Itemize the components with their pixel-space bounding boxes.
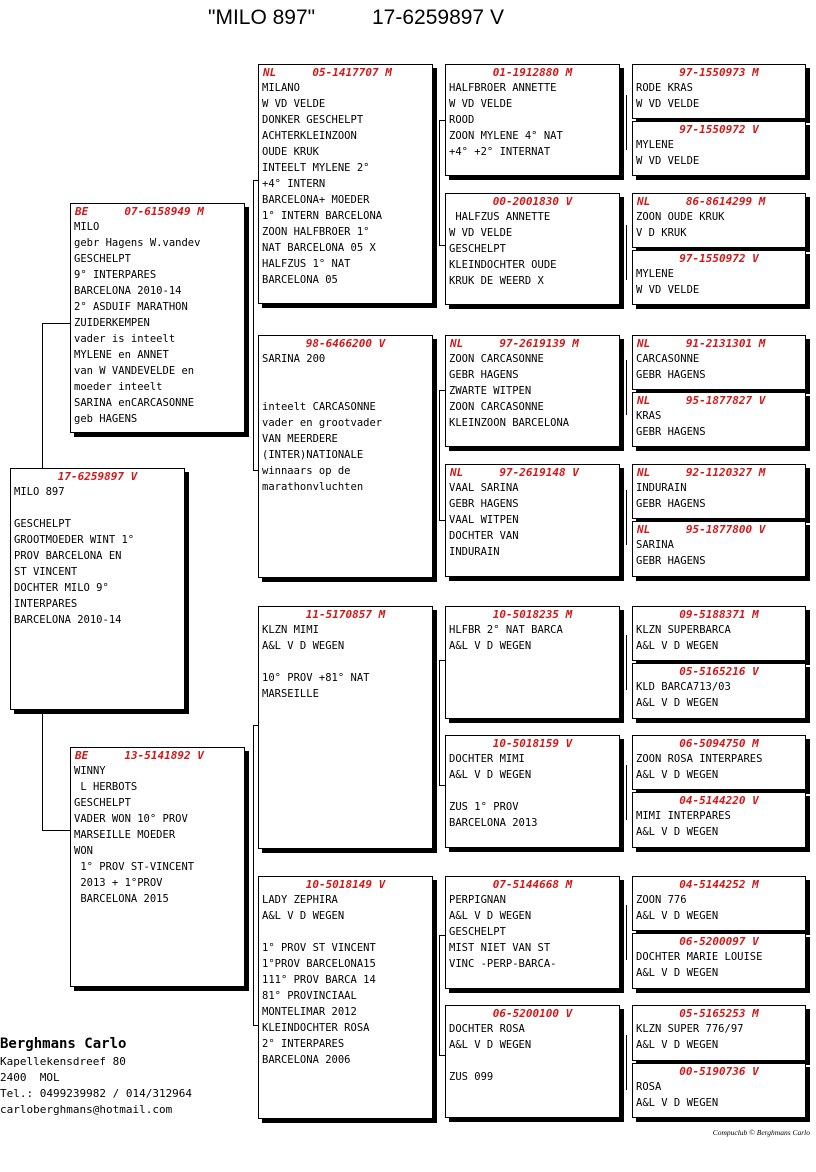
country-code: BE <box>75 749 89 762</box>
connector-line <box>42 830 70 831</box>
card-text: SARINA GEBR HAGENS <box>636 539 706 567</box>
connector-line <box>253 725 254 1025</box>
card-text: MYLENE W VD VELDE <box>636 139 700 167</box>
ring-number: 06-5200100 V <box>492 1007 573 1020</box>
pedigree-card-sdd <box>445 464 620 577</box>
card-text: MIMI INTERPARES A&L V D WEGEN <box>636 810 731 838</box>
owner-email: carloberghmans@hotmail.com <box>0 1103 173 1116</box>
card-text: HLFBR 2° NAT BARCA A&L V D WEGEN <box>449 624 563 652</box>
pedigree-card-ds <box>258 606 433 849</box>
card-text: LADY ZEPHIRA A&L V D WEGEN 1° PROV ST VINCENT 1°PROV BARCELONA15 111° PROV BARCA 14 81° PROVINCIAAL MONTELIMAR 2012 KLEINDOCHTER ROSA 2° INTERPARES BARCELONA 2006 <box>262 894 376 1066</box>
card-text: RODE KRAS W VD VELDE <box>636 82 700 110</box>
card-text: MILO 897 GESCHELPT GROOTMOEDER WINT 1° PROV BARCELONA EN ST VINCENT DOCHTER MILO 9° INTERPARES BARCELONA 2010-14 <box>14 486 135 626</box>
pedigree-card-sss <box>445 64 620 176</box>
ring-number: 06-5094750 M <box>679 737 759 750</box>
card-text: DOCHTER ROSA A&L V D WEGEN ZUS 099 <box>449 1023 532 1083</box>
pedigree-card-g6 <box>632 392 806 447</box>
ring-number: 00-2001830 V <box>492 195 573 208</box>
pedigree-card-g9 <box>632 606 806 661</box>
pedigree-card-g4 <box>632 250 806 305</box>
pedigree-card-g11 <box>632 735 806 790</box>
card-text: KLZN MIMI A&L V D WEGEN 10° PROV +81° NAT MARSEILLE <box>262 624 370 700</box>
card-text: INDURAIN GEBR HAGENS <box>636 482 706 510</box>
ring-number: 95-1877827 V <box>685 394 766 407</box>
connector-line <box>626 765 627 820</box>
ring-number: 17-6259897 V <box>57 470 138 483</box>
ring-number: 05-5165216 V <box>679 665 759 678</box>
pedigree-card-dds <box>445 876 620 989</box>
connector-line <box>439 935 440 1055</box>
ring-number: 91-2131301 M <box>685 337 766 350</box>
owner-info <box>0 1034 192 1118</box>
pedigree-card-sire <box>70 203 245 433</box>
card-text: DOCHTER MARIE LOUISE A&L V D WEGEN <box>636 951 763 979</box>
card-text: VAAL SARINA GEBR HAGENS VAAL WITPEN DOCHTER VAN INDURAIN <box>449 482 519 558</box>
pedigree-card-g7 <box>632 464 806 519</box>
country-code: NL <box>450 466 464 479</box>
pedigree-card-g5 <box>632 335 806 390</box>
ring-number: 86-8614299 M <box>685 195 766 208</box>
ring-number: 97-1550972 V <box>679 123 759 136</box>
pedigree-bird-name: "MILO 897" <box>208 6 316 29</box>
pedigree-card-g3 <box>632 193 806 248</box>
pedigree-card-sds <box>445 335 620 447</box>
pedigree-ring-number: 17-6259897 V <box>372 6 504 29</box>
card-text: HALFBROER ANNETTE W VD VELDE ROOD ZOON MYLENE 4° NAT +4° +2° INTERNAT <box>449 82 563 158</box>
pedigree-card-g13 <box>632 876 806 931</box>
pedigree-card-ssd <box>445 193 620 305</box>
country-code: NL <box>450 337 464 350</box>
pedigree-card-dd <box>258 876 433 1119</box>
connector-line <box>439 120 440 245</box>
card-text: KLZN SUPER 776/97 A&L V D WEGEN <box>636 1023 744 1051</box>
pedigree-card-ddd <box>445 1005 620 1118</box>
owner-phone: Tel.: 0499239982 / 014/312964 <box>0 1087 193 1100</box>
card-text: KLD BARCA713/03 A&L V D WEGEN <box>636 681 731 709</box>
ring-number: 10-5018149 V <box>305 878 386 891</box>
card-text: ZOON 776 A&L V D WEGEN <box>636 894 719 922</box>
card-text: CARCASONNE GEBR HAGENS <box>636 353 706 381</box>
pedigree-card-dss <box>445 606 620 719</box>
ring-number: 05-1417707 M <box>312 66 392 79</box>
pedigree-card-g12 <box>632 792 806 848</box>
card-text: DOCHTER MIMI A&L V D WEGEN ZUS 1° PROV BARCELONA 2013 <box>449 753 538 829</box>
connector-line <box>42 323 70 324</box>
country-code: NL <box>637 195 651 208</box>
ring-number: 97-2619148 V <box>499 466 579 479</box>
card-text: ZOON ROSA INTERPARES A&L V D WEGEN <box>636 753 763 781</box>
ring-number: 09-5188371 M <box>679 608 759 621</box>
card-text: KRAS GEBR HAGENS <box>636 410 706 438</box>
pedigree-card-g15 <box>632 1005 806 1061</box>
ring-number: 05-5165253 M <box>679 1007 759 1020</box>
ring-number: 11-5170857 M <box>305 608 386 621</box>
ring-number: 01-1912880 M <box>492 66 573 79</box>
ring-number: 07-5144668 M <box>492 878 573 891</box>
ring-number: 07-6158949 M <box>124 205 204 218</box>
connector-line <box>42 323 43 468</box>
pedigree-card-dam <box>70 747 245 987</box>
connector-line <box>439 660 440 785</box>
pedigree-card-g14 <box>632 933 806 989</box>
ring-number: 92-1120327 M <box>685 466 766 479</box>
ring-number: 10-5018235 M <box>492 608 573 621</box>
ring-number: 00-5190736 V <box>679 1065 759 1078</box>
pedigree-card-dsd <box>445 735 620 848</box>
card-text: WINNY L HERBOTS GESCHELPT VADER WON 10° PROV MARSEILLE MOEDER WON 1° PROV ST-VINCENT 2013 + 1°PROV BARCELONA 2015 <box>74 765 195 905</box>
card-text: SARINA 200 inteelt CARCASONNE vader en grootvader VAN MEERDERE (INTER)NATIONALE winnaars op de marathonvluchten <box>262 353 383 493</box>
card-text: HALFZUS ANNETTE W VD VELDE GESCHELPT KLEINDOCHTER OUDE KRUK DE WEERD X <box>449 211 557 287</box>
pedigree-card-g2 <box>632 121 806 176</box>
ring-number: 97-1550973 M <box>679 66 759 79</box>
connector-line <box>626 490 627 545</box>
pedigree-card-sd <box>258 335 433 578</box>
country-code: NL <box>263 66 277 79</box>
connector-line <box>439 390 440 520</box>
connector-line <box>626 95 627 150</box>
connector-line <box>626 1035 627 1090</box>
owner-street: Kapellekensdreef 80 <box>0 1055 126 1068</box>
ring-number: 10-5018159 V <box>492 737 573 750</box>
connector-line <box>626 360 627 415</box>
connector-line <box>626 635 627 690</box>
country-code: NL <box>637 523 651 536</box>
ring-number: 97-2619139 M <box>499 337 579 350</box>
card-text: MILANO W VD VELDE DONKER GESCHELPT ACHTERKLEINZOON OUDE KRUK INTEELT MYLENE 2° +4° INTERN BARCELONA+ MOEDER 1° INTERN BARCELONA ZOON HALFBROER 1° NAT BARCELONA 05 X HALFZUS 1° NAT BARCELONA 05 <box>262 82 383 286</box>
pedigree-card-ss <box>258 64 433 304</box>
ring-number: 13-5141892 V <box>124 749 204 762</box>
ring-number: 04-5144220 V <box>679 794 759 807</box>
ring-number: 97-1550972 V <box>679 252 759 265</box>
owner-name: Berghmans Carlo <box>0 1036 127 1052</box>
country-code: NL <box>637 337 651 350</box>
pedigree-card-g10 <box>632 663 806 719</box>
ring-number: 06-5200097 V <box>679 935 759 948</box>
pedigree-card-subject <box>10 468 185 710</box>
card-text: ZOON CARCASONNE GEBR HAGENS ZWARTE WITPEN ZOON CARCASONNE KLEINZOON BARCELONA <box>449 353 570 429</box>
card-text: KLZN SUPERBARCA A&L V D WEGEN <box>636 624 731 652</box>
pedigree-card-g8 <box>632 521 806 577</box>
country-code: NL <box>637 394 651 407</box>
ring-number: 04-5144252 M <box>679 878 759 891</box>
card-text: ZOON OUDE KRUK V D KRUK <box>636 211 725 239</box>
country-code: NL <box>637 466 651 479</box>
card-text: PERPIGNAN A&L V D WEGEN GESCHELPT MIST NIET VAN ST VINC -PERP-BARCA- <box>449 894 557 970</box>
connector-line <box>626 225 627 280</box>
owner-city: 2400 MOL <box>0 1071 60 1084</box>
card-text: MYLENE W VD VELDE <box>636 268 700 296</box>
software-credit: Compuclub © Berghmans Carlo <box>712 1128 810 1137</box>
card-text: MILO gebr Hagens W.vandev GESCHELPT 9° INTERPARES BARCELONA 2010-14 2° ASDUIF MARATHON ZUIDERKEMPEN vader is inteelt MYLENE en ANNET van W VANDEVELDE en moeder inteelt SARINA enCARCASONNE geb HAGENS <box>74 221 201 425</box>
card-text: ROSA A&L V D WEGEN <box>636 1081 719 1109</box>
pedigree-card-g1 <box>632 64 806 119</box>
pedigree-card-g16 <box>632 1063 806 1118</box>
country-code: BE <box>75 205 89 218</box>
ring-number: 95-1877800 V <box>685 523 766 536</box>
ring-number: 98-6466200 V <box>305 337 386 350</box>
connector-line <box>42 710 43 830</box>
connector-line <box>253 180 254 470</box>
connector-line <box>626 905 627 960</box>
